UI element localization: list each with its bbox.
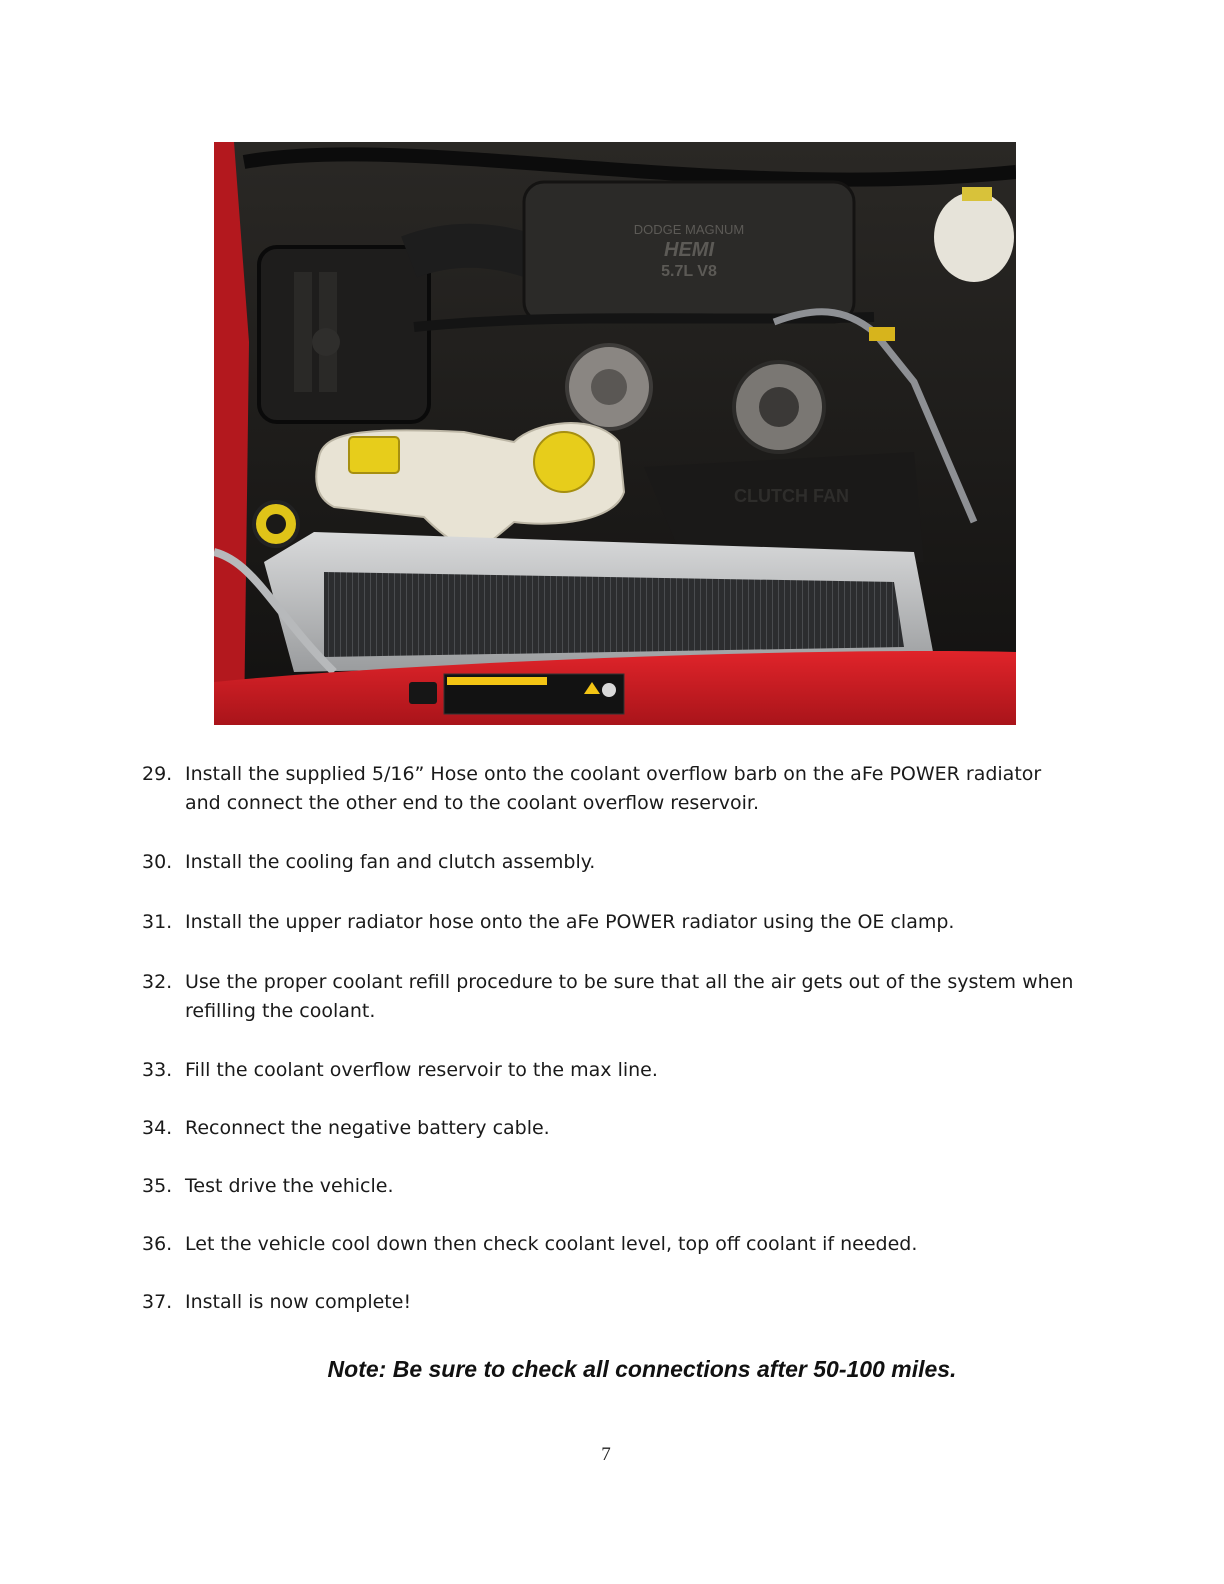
page-number: 7 (601, 1444, 611, 1465)
step-number: 34. (142, 1117, 173, 1139)
step-number: 30. (142, 851, 173, 873)
engine-cover-displacement-text: 5.7L V8 (661, 263, 717, 280)
engine-cover-text: DODGE MAGNUM (633, 222, 745, 237)
step-text: Install the supplied 5/16” Hose onto the coolant overflow barb on the aFe POWER radiator and connect the other end to the coolant overflow reservoir. (185, 763, 1042, 814)
step-30 (142, 848, 1082, 877)
step-number: 35. (142, 1175, 173, 1197)
step-31 (142, 908, 1082, 937)
step-number: 37. (142, 1291, 173, 1313)
note-container (0, 1356, 1224, 1383)
step-number: 32. (142, 971, 173, 993)
step-33 (142, 1056, 1082, 1085)
step-37 (142, 1288, 1082, 1317)
step-number: 31. (142, 911, 173, 933)
step-29 (142, 760, 1082, 818)
step-text: Use the proper coolant refill procedure to be sure that all the air gets out of the system when refilling the coolant. (185, 971, 1074, 1022)
step-32 (142, 968, 1082, 1026)
step-text: Install is now complete! (185, 1291, 412, 1313)
mileage-note: Note: Be sure to check all connections after 50-100 miles. (327, 1356, 957, 1382)
step-number: 36. (142, 1233, 173, 1255)
fan-shroud-text: CLUTCH FAN (734, 486, 849, 506)
step-text: Test drive the vehicle. (185, 1175, 394, 1197)
step-35 (142, 1172, 1082, 1201)
step-text: Let the vehicle cool down then check coolant level, top off coolant if needed. (185, 1233, 918, 1255)
step-text: Install the cooling fan and clutch assembly. (185, 851, 596, 873)
step-34 (142, 1114, 1082, 1143)
engine-cover-hemi-text: HEMI (664, 239, 714, 261)
step-number: 33. (142, 1059, 173, 1081)
step-text: Install the upper radiator hose onto the aFe POWER radiator using the OE clamp. (185, 911, 955, 933)
step-36 (142, 1230, 1082, 1259)
engine-bay-photo (214, 142, 1016, 725)
step-number: 29. (142, 763, 173, 785)
step-text: Fill the coolant overflow reservoir to the max line. (185, 1059, 658, 1081)
step-text: Reconnect the negative battery cable. (185, 1117, 550, 1139)
